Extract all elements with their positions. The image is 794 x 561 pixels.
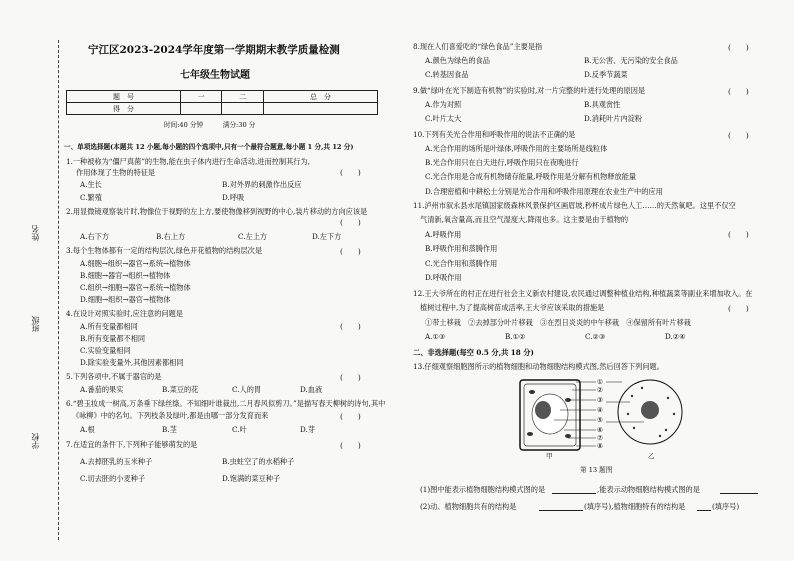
chloroplast (529, 390, 535, 394)
answer-paren[interactable]: ( ) (340, 441, 361, 450)
school-label: 学校 (31, 433, 40, 449)
q4-option-c: C.实验变量相同 (80, 346, 131, 355)
score-cell: 一 (181, 91, 222, 103)
score-cell: 题 号 (67, 91, 181, 103)
q13-sub2-b: (填序号),植物细胞特有的结构是 (584, 502, 686, 511)
question-4: 4.在设计对照实验时,应注意的问题是 (66, 309, 183, 318)
chloroplast (565, 434, 571, 438)
q9-option-d: D.消耗叶片内淀粉 (584, 114, 643, 123)
binding-line (58, 40, 59, 540)
callout-label: ③ (597, 396, 603, 404)
callout-label: ⑥ (597, 426, 603, 434)
q2-option-a: A.右下方 (80, 232, 110, 241)
q2-option-c: C.左上方 (238, 232, 268, 241)
question-12: 12.王大爷所在的村正在进行社会主义新农村建设,农民通过调整种植业结构,种植蔬菜等副业来增加收入。在 (413, 289, 753, 298)
question-1-cont: 作用体现了生物的特征是 (76, 168, 156, 177)
section2-heading: 二、非选择题(每空 0.5 分,共 18 分) (413, 348, 534, 357)
q4-option-a: A.所有变量都相同 (80, 322, 138, 331)
q9-option-a: A.作为对照 (425, 100, 462, 109)
q4-option-b: B.所有变量都不相同 (80, 334, 146, 343)
animal-cell-nucleus (641, 401, 659, 419)
q3-option-a: A.细胞→组织→器官→系统→植物体 (80, 259, 191, 268)
q3-option-d: D.细胞→组织→器官→植物体 (80, 295, 171, 304)
q6-option-b: B.茎 (162, 425, 177, 434)
q5-option-c: C.人的胃 (232, 385, 262, 394)
q7-option-d: D.饱满的菜豆种子 (222, 474, 281, 483)
q8-option-b: B.无公害、无污染的安全食品 (584, 56, 678, 65)
nucleus (535, 401, 551, 419)
answer-paren[interactable]: ( ) (340, 168, 361, 177)
question-11-cont: 气清新,氧含量高,而且空气湿度大,降雨也多。这主要是由于植物的 (420, 215, 629, 224)
q9-option-b: B.具观赏性 (584, 100, 621, 109)
answer-paren[interactable]: ( ) (340, 218, 361, 227)
q8-option-c: C.转基因食品 (425, 70, 469, 79)
callout-label: ⑤ (597, 416, 603, 424)
question-5: 5.下列各项中,不属于器官的是 (66, 372, 162, 381)
figure-label-a: 甲 (546, 452, 553, 460)
answer-paren[interactable]: ( ) (728, 43, 749, 52)
q10-option-b: B.光合作用只在白天进行,呼吸作用只在夜晚进行 (425, 158, 579, 167)
q4-option-d: D.除实验变量外,其他因素都相同 (80, 358, 184, 367)
q10-option-c: C.光合作用是合成有机物储存能量,呼吸作用是分解有机物释放能量 (425, 172, 637, 181)
figure-caption: 第 13 题图 (580, 466, 613, 474)
exam-title: 宁江区2023-2024学年度第一学期期末教学质量检测 (88, 44, 340, 56)
score-cell: 得 分 (67, 103, 181, 115)
q5-option-a: A.番茄的果实 (80, 385, 124, 394)
question-10: 10.下列有关光合作用和呼吸作用的说法不正确的是 (413, 130, 576, 139)
q7-option-c: C.切去胚的小麦种子 (80, 474, 146, 483)
q13-sub1-a: (1)图中能表示植物细胞结构模式图的是 (420, 485, 546, 494)
subject-title: 七年级生物试题 (180, 70, 250, 81)
q10-option-d: D.合理密植和中耕松土分别是光合作用和呼吸作用原理在农业生产中的应用 (425, 187, 663, 196)
q7-option-b: B.虫蛀空了的水稻种子 (222, 457, 295, 466)
score-cell: 二 (222, 91, 263, 103)
cell-diagram (510, 374, 700, 460)
name-label: 姓名 (31, 225, 40, 241)
q13-sub1-b: ,能表示动物细胞结构模式图的是 (597, 485, 700, 494)
question-11: 11.泸州市叙永县水尾镇国家级森林风景保护区画眉坡,秒杯成片绿色人工……的天然氧吧。这里不仅空 (413, 201, 736, 210)
question-13: 13.仔细观察细胞图所示的植物细胞和动物细胞结构模式图,然后回答下列问题。 (413, 362, 664, 371)
answer-paren[interactable]: ( ) (728, 87, 749, 96)
q1-option-b: B.对外界的刺激作出反应 (222, 180, 302, 189)
q2-option-d: D.左下方 (312, 232, 342, 241)
question-6-cont: 《咏柳》中的名句。下列枝条及绿叶,都是由哪一部分发育而来 (72, 411, 269, 420)
answer-paren[interactable]: ( ) (728, 131, 749, 140)
score-cell (222, 103, 263, 115)
answer-blank[interactable] (552, 487, 596, 494)
score-table (66, 90, 378, 115)
question-1: 1.一种被称为“僵尸真菌”的生物,能在虫子体内进行生命活动,进而控制其行为, (66, 157, 310, 166)
answer-paren[interactable]: ( ) (340, 322, 361, 331)
q6-option-c: C.叶 (232, 425, 247, 434)
question-7: 7.在适宜的条件下,下列种子能够萌发的是 (66, 440, 198, 449)
q5-option-d: D.血液 (300, 385, 323, 394)
q3-option-b: B.细胞→器官→组织→植物体 (80, 271, 171, 280)
answer-paren[interactable]: ( ) (728, 230, 749, 239)
q12-option-a: A.①③ (425, 332, 446, 341)
q13-sub2-c: (填序号) (712, 502, 740, 511)
question-2: 2.用显微镜观察装片时,物像位于视野的左上方,要使物像移到视野的中心,装片移动的方向应该是 (66, 207, 368, 216)
q5-option-b: B.菜豆的花 (162, 385, 199, 394)
callout-label: ① (597, 378, 603, 386)
q6-option-d: D.芽 (300, 425, 315, 434)
q6-option-a: A.根 (80, 425, 95, 434)
q1-option-a: A.生长 (80, 180, 102, 189)
q11-option-a: A.呼吸作用 (425, 230, 462, 239)
q11-option-d: D.呼吸作用 (425, 273, 462, 282)
q12-items: ①带土移栽 ②去掉部分叶片移栽 ③在烈日炎炎的中午移栽 ④保留所有叶片移栽 (425, 318, 691, 327)
q7-option-a: A.去掉胚乳的玉米种子 (80, 457, 153, 466)
q2-option-b: B.右上方 (156, 232, 186, 241)
answer-paren[interactable]: ( ) (340, 412, 361, 421)
q3-option-c: C.组织→细胞→器官→系统→植物体 (80, 283, 191, 292)
question-6: 6.“碧玉妆成一树高,万条垂下绿丝绦。不知细叶谁裁出,二月春风似剪刀。”是描写春天柳树的诗句,其中 (66, 399, 386, 408)
q9-option-c: C.叶片太大 (425, 114, 462, 123)
callout-label: ④ (597, 406, 603, 414)
question-9: 9.做“绿叶在光下制造有机物”的实验时,对一片完整的叶进行处理的原因是 (413, 86, 646, 95)
callout-label: ⑧ (597, 442, 603, 450)
q13-sub2-a: (2)动、植物细胞共有的结构是 (420, 502, 517, 511)
q12-option-d: D.②④ (665, 332, 686, 341)
time-score: 时间:40 分钟 满分:30 分 (164, 121, 256, 129)
q1-option-d: D.呼吸 (222, 193, 245, 202)
q12-option-b: B.①② (505, 332, 526, 341)
answer-blank[interactable] (539, 504, 583, 511)
callout-label: ⑦ (597, 434, 603, 442)
chloroplast (527, 432, 533, 436)
q1-option-c: C.繁殖 (80, 193, 102, 202)
q11-option-b: B.呼吸作用和蒸腾作用 (425, 244, 498, 253)
score-cell (263, 103, 377, 115)
score-cell: 总 分 (263, 91, 377, 103)
q8-option-a: A.颜色为绿色的食品 (425, 56, 490, 65)
figure-label-b: 乙 (648, 452, 655, 460)
callout-label: ② (597, 386, 603, 394)
class-label: 班级 (31, 316, 40, 332)
answer-paren[interactable]: ( ) (340, 247, 361, 256)
question-8: 8.现在人们喜爱吃的“绿色食品”主要是指 (413, 42, 543, 51)
q8-option-d: D.反季节蔬菜 (584, 70, 628, 79)
q10-option-a: A.光合作用的场所是叶绿体,呼吸作用的主要场所是线粒体 (425, 144, 608, 153)
q12-option-c: C.②③ (585, 332, 606, 341)
answer-blank[interactable] (720, 487, 758, 494)
section1-heading: 一、单项选择题(本题共 12 小题,每小题的四个选项中,只有一个最符合题意,每小题 1 分,共 12 分) (64, 143, 354, 151)
answer-paren[interactable]: ( ) (728, 304, 749, 313)
answer-paren[interactable]: ( ) (340, 373, 361, 382)
answer-blank[interactable] (697, 504, 711, 511)
q11-option-c: C.光合作用和蒸腾作用 (425, 259, 498, 268)
score-cell (181, 103, 222, 115)
question-3: 3.每个生物体都有一定的结构层次,绿色开花植物的结构层次是 (66, 246, 263, 255)
question-12-cont: 植树过程中,为了提高树苗成活率,王大爷应该采取的措施是 (420, 303, 605, 312)
